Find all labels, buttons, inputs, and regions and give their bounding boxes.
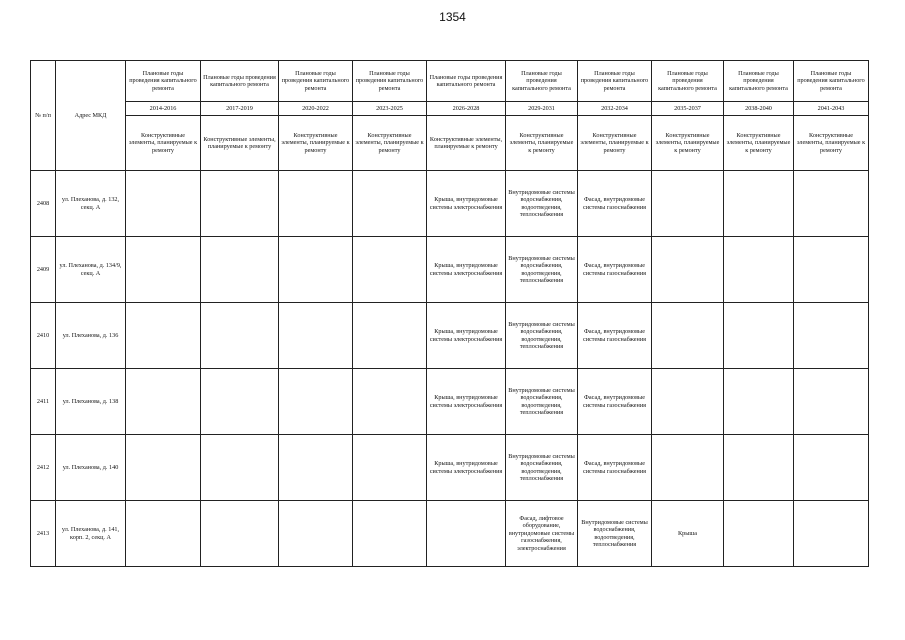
table-cell: Фасад, внутридомовые системы газоснабжения: [578, 303, 652, 369]
table-cell: Крыша, внутридомовые системы электроснабжения: [427, 369, 506, 435]
table-cell: Внутридомовые системы водоснабжения, водоотведения, теплоснабжения: [506, 435, 578, 501]
table-row: [31, 501, 869, 567]
table-cell: [353, 237, 427, 303]
table-cell: [724, 303, 794, 369]
table-cell: [652, 435, 724, 501]
table-cell: [279, 501, 353, 567]
header-elements: Конструктивные элементы, планируемые к ремонту: [126, 116, 201, 171]
row-number: 2412: [31, 435, 56, 501]
table-cell: Внутридомовые системы водоснабжения, водоотведения, теплоснабжения: [506, 303, 578, 369]
table-cell: Крыша, внутридомовые системы электроснабжения: [427, 237, 506, 303]
table-cell: [724, 435, 794, 501]
table-row: [31, 369, 869, 435]
header-elements: Конструктивные элементы, планируемые к ремонту: [427, 116, 506, 171]
table-cell: [126, 303, 201, 369]
table-cell: Фасад, внутридомовые системы газоснабжения: [578, 369, 652, 435]
table-cell: [794, 501, 869, 567]
header-period: Плановые годы проведения капитального ремонта: [126, 61, 201, 102]
table-cell: [353, 435, 427, 501]
header-elements: Конструктивные элементы, планируемые к ремонту: [506, 116, 578, 171]
header-year-range: 2035-2037: [652, 102, 724, 116]
table-cell: Внутридомовые системы водоснабжения, водоотведения, теплоснабжения: [578, 501, 652, 567]
header-period: Плановые годы проведения капитального ремонта: [724, 61, 794, 102]
row-address: ул. Плеханова, д. 138: [56, 369, 126, 435]
table-cell: [724, 501, 794, 567]
header-period: Плановые годы проведения капитального ремонта: [506, 61, 578, 102]
table-cell: [652, 369, 724, 435]
header-elements: Конструктивные элементы, планируемые к ремонту: [724, 116, 794, 171]
table-cell: Крыша, внутридомовые системы электроснабжения: [427, 435, 506, 501]
header-year-range: 2017-2019: [201, 102, 279, 116]
header-year-range: 2014-2016: [126, 102, 201, 116]
table-cell: Внутридомовые системы водоснабжения, водоотведения, теплоснабжения: [506, 237, 578, 303]
row-number: 2410: [31, 303, 56, 369]
row-address: ул. Плеханова, д. 140: [56, 435, 126, 501]
table-cell: [201, 237, 279, 303]
header-row-ranges: [31, 102, 869, 116]
table-cell: [279, 171, 353, 237]
table-cell: [279, 303, 353, 369]
table-row: [31, 303, 869, 369]
header-year-range: 2023-2025: [353, 102, 427, 116]
header-year-range: 2026-2028: [427, 102, 506, 116]
repair-schedule-table: [30, 60, 869, 567]
header-row-elements: [31, 116, 869, 171]
header-year-range: 2032-2034: [578, 102, 652, 116]
header-elements: Конструктивные элементы, планируемые к ремонту: [201, 116, 279, 171]
row-number: 2411: [31, 369, 56, 435]
header-num: № п/п: [31, 61, 56, 171]
header-elements: Конструктивные элементы, планируемые к ремонту: [279, 116, 353, 171]
table-cell: [353, 171, 427, 237]
header-period: Плановые годы проведения капитального ремонта: [201, 61, 279, 102]
row-address: ул. Плеханова, д. 141, корп. 2, секц. А: [56, 501, 126, 567]
header-year-range: 2020-2022: [279, 102, 353, 116]
header-elements: Конструктивные элементы, планируемые к ремонту: [794, 116, 869, 171]
table-cell: [126, 501, 201, 567]
table-cell: Крыша: [652, 501, 724, 567]
table-cell: [652, 303, 724, 369]
table-cell: Фасад, лифтовое оборудование, внутридомовые системы газоснабжения, электроснабжения: [506, 501, 578, 567]
table-cell: [201, 369, 279, 435]
table-cell: Внутридомовые системы водоснабжения, водоотведения, теплоснабжения: [506, 171, 578, 237]
header-address: Адрес МКД: [56, 61, 126, 171]
header-year-range: 2029-2031: [506, 102, 578, 116]
table-cell: [279, 237, 353, 303]
row-number: 2408: [31, 171, 56, 237]
table-cell: [652, 237, 724, 303]
row-address: ул. Плеханова, д. 132, секц. А: [56, 171, 126, 237]
row-number: 2413: [31, 501, 56, 567]
table-cell: [126, 369, 201, 435]
header-elements: Конструктивные элементы, планируемые к ремонту: [353, 116, 427, 171]
table-cell: [201, 435, 279, 501]
header-row-periods: [31, 61, 869, 102]
table-cell: [126, 435, 201, 501]
table-cell: [724, 171, 794, 237]
table-cell: Фасад, внутридомовые системы газоснабжения: [578, 171, 652, 237]
table-body: [31, 171, 869, 567]
header-period: Плановые годы проведения капитального ремонта: [427, 61, 506, 102]
row-address: ул. Плеханова, д. 136: [56, 303, 126, 369]
table-row: [31, 171, 869, 237]
table-cell: [126, 171, 201, 237]
row-number: 2409: [31, 237, 56, 303]
table-cell: Крыша, внутридомовые системы электроснабжения: [427, 171, 506, 237]
table-cell: Фасад, внутридомовые системы газоснабжения: [578, 237, 652, 303]
header-year-range: 2038-2040: [724, 102, 794, 116]
table-cell: [724, 237, 794, 303]
table-cell: Фасад, внутридомовые системы газоснабжения: [578, 435, 652, 501]
table-cell: [279, 435, 353, 501]
table-cell: [652, 171, 724, 237]
table-row: [31, 237, 869, 303]
header-period: Плановые годы проведения капитального ремонта: [578, 61, 652, 102]
table-cell: [794, 435, 869, 501]
table-cell: [201, 501, 279, 567]
table-cell: [201, 171, 279, 237]
header-year-range: 2041-2043: [794, 102, 869, 116]
table-cell: [353, 501, 427, 567]
table-cell: [279, 369, 353, 435]
table-cell: [427, 501, 506, 567]
table-cell: [126, 237, 201, 303]
header-period: Плановые годы проведения капитального ремонта: [652, 61, 724, 102]
table-cell: Крыша, внутридомовые системы электроснабжения: [427, 303, 506, 369]
table-cell: [353, 303, 427, 369]
table-cell: Внутридомовые системы водоснабжения, водоотведения, теплоснабжения: [506, 369, 578, 435]
row-address: ул. Плеханова, д. 134/9, секц. А: [56, 237, 126, 303]
header-elements: Конструктивные элементы, планируемые к ремонту: [578, 116, 652, 171]
table-cell: [794, 369, 869, 435]
table-cell: [201, 303, 279, 369]
page-number: 1354: [439, 10, 466, 24]
table-cell: [353, 369, 427, 435]
table-cell: [794, 237, 869, 303]
table-cell: [724, 369, 794, 435]
header-period: Плановые годы проведения капитального ремонта: [279, 61, 353, 102]
header-period: Плановые годы проведения капитального ремонта: [353, 61, 427, 102]
header-period: Плановые годы проведения капитального ремонта: [794, 61, 869, 102]
table-row: [31, 435, 869, 501]
table-cell: [794, 303, 869, 369]
table-cell: [794, 171, 869, 237]
header-elements: Конструктивные элементы, планируемые к ремонту: [652, 116, 724, 171]
